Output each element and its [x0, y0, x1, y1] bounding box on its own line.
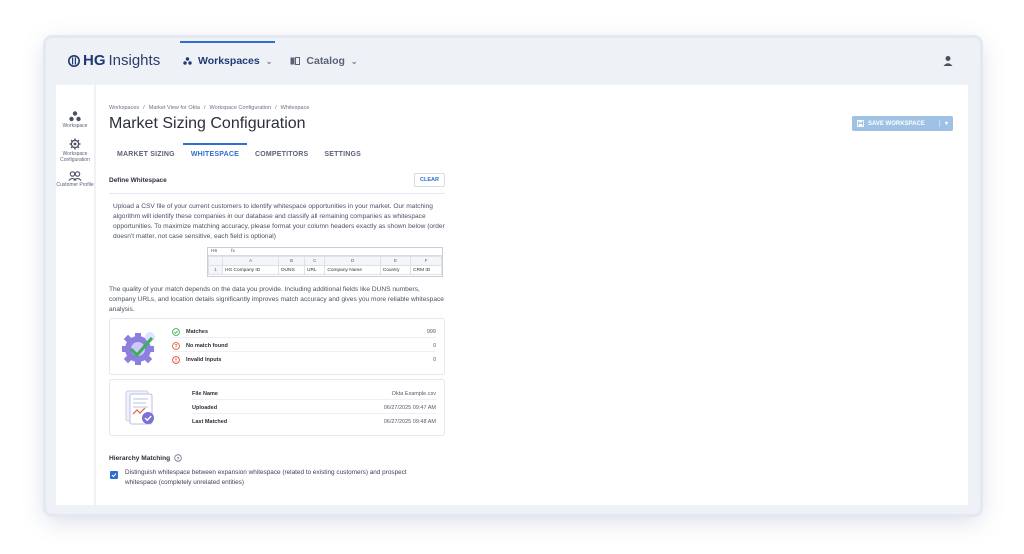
stat-value: 0 [432, 357, 436, 363]
question-circle-icon [172, 342, 186, 350]
breadcrumb-market-view[interactable]: Market View for Okta [148, 105, 200, 111]
fx-label: fx [231, 249, 235, 254]
formula-bar [208, 248, 442, 256]
hierarchy-checkbox-label[interactable]: Distinguish whitespace between expansion whitespace (related to existing customers) and prospect whitespace (completely unrelated entities) [125, 469, 407, 486]
hierarchy-title-text: Hierarchy Matching [109, 454, 171, 462]
config-tabs [109, 143, 369, 165]
gear-checkmark-illustration-icon [118, 325, 162, 369]
column-letter: E [380, 257, 410, 266]
file-row-uploaded [192, 402, 436, 414]
file-label: Last Matched [192, 419, 228, 425]
column-letter: F [411, 257, 442, 266]
page-title: Market Sizing Configuration [109, 115, 306, 132]
sidebar-item-label: Customer Profile [56, 182, 94, 189]
stat-label: No match found [186, 342, 228, 349]
alert-circle-icon [172, 356, 186, 364]
floppy-disk-icon [852, 120, 868, 127]
file-value: 06/27/2025 09:48 AM [383, 419, 436, 425]
svg-text:?: ? [174, 343, 178, 350]
user-icon[interactable] [942, 55, 954, 67]
divider [109, 193, 445, 194]
stat-value: 0 [432, 342, 436, 349]
file-row-last-matched [192, 416, 436, 428]
hierarchy-checkbox[interactable] [110, 471, 118, 479]
nav-catalog[interactable] [287, 38, 360, 84]
app-window [46, 38, 980, 514]
row-number: 1 [209, 266, 223, 275]
header-cell: Company Name [325, 266, 380, 275]
main-nav [180, 38, 373, 84]
hierarchy-matching-title [109, 454, 182, 462]
chevron-down-icon: ⌄ [265, 56, 273, 66]
sidebar-item-customer-profile[interactable] [56, 171, 94, 189]
sidebar-item-workspace[interactable] [56, 111, 94, 130]
stat-label: Invalid Inputs [186, 357, 222, 363]
hg-logo-mark-icon [68, 55, 80, 67]
header-cell: HG Company ID [223, 266, 279, 275]
column-letter: D [325, 257, 380, 266]
tab-whitespace[interactable]: WHITESPACE [183, 143, 247, 164]
breadcrumb: Workspaces / Market View for Okta / Workspace Configuration / Whitespace [109, 105, 310, 111]
column-letter: A [223, 257, 279, 266]
top-navigation-bar [46, 38, 980, 84]
caret-down-icon[interactable]: ▾ [939, 120, 953, 127]
sidebar-item-label: Workspace [62, 123, 88, 129]
stat-row-no-match [172, 340, 436, 352]
file-row-name [192, 388, 436, 400]
column-letter: B [279, 257, 305, 266]
header-cell: CRM ID [411, 266, 442, 275]
sidebar-item-label: Workspace Configuration [60, 150, 90, 163]
workspaces-icon [183, 57, 192, 65]
stat-label: Matches [186, 328, 209, 335]
people-icon [68, 171, 82, 181]
document-checkmark-illustration-icon [118, 386, 162, 430]
check-circle-icon [172, 328, 186, 336]
logo-hg-text: HG [83, 52, 106, 69]
help-circle-icon[interactable] [174, 454, 182, 462]
main-content [96, 85, 968, 505]
save-workspace-label: SAVE WORKSPACE [868, 120, 925, 127]
logo-insights-text: Insights [108, 52, 161, 69]
tab-competitors[interactable]: COMPETITORS [254, 151, 309, 158]
file-info-card [109, 379, 445, 436]
stat-row-invalid [172, 354, 436, 366]
file-value: Okta Example.csv [391, 390, 436, 397]
clear-button[interactable]: CLEAR [414, 173, 445, 187]
gear-icon [69, 138, 81, 150]
header-cell: DUNS [279, 266, 305, 275]
file-label: Uploaded [192, 404, 218, 411]
corner-cell [209, 257, 223, 266]
hg-insights-logo[interactable] [68, 52, 160, 69]
stat-row-matches [172, 326, 436, 338]
svg-text:?: ? [176, 456, 180, 462]
nav-workspaces[interactable] [180, 38, 275, 84]
nav-catalog-label: Catalog [306, 55, 345, 67]
breadcrumb-workspaces[interactable]: Workspaces [109, 105, 140, 111]
catalog-icon [290, 57, 300, 65]
breadcrumb-workspace-configuration[interactable]: Workspace Configuration [209, 105, 272, 111]
cell-reference: H6 [211, 249, 218, 254]
file-value: 06/27/2025 09:47 AM [383, 404, 436, 411]
tab-settings[interactable]: SETTINGS [324, 151, 362, 158]
spreadsheet-table [208, 256, 442, 275]
header-cell: Country [380, 266, 410, 275]
chevron-down-icon: ⌄ [350, 56, 358, 66]
column-letter: C [305, 257, 325, 266]
match-results-card [109, 318, 445, 375]
save-workspace-button[interactable] [852, 116, 953, 131]
header-row [209, 266, 442, 275]
stat-value: 999 [426, 328, 436, 335]
file-label: File Name [192, 390, 218, 397]
define-whitespace-title: Define Whitespace [109, 177, 167, 184]
quality-note: The quality of your match depends on the data you provide. Including additional fields like DUNS numbers, company URLs, and location details significantly improves match accuracy and gives you more reliable whitespace analysis. [109, 286, 444, 313]
tab-market-sizing[interactable]: MARKET SIZING [117, 151, 175, 158]
nav-workspaces-label: Workspaces [198, 55, 260, 67]
sidebar-item-workspace-configuration[interactable] [56, 138, 94, 164]
spreadsheet-example [207, 247, 443, 277]
left-sidebar [56, 85, 94, 505]
header-cell: URL [305, 266, 325, 275]
workspace-icon [69, 111, 81, 122]
checkmark-icon [111, 472, 117, 478]
upload-description: Upload a CSV file of your current customers to identify whitespace opportunities in your market. Our matching algorithm will identify these companies in our database and classify all remaining companies as whitespace opportunities. To maximize matching accuracy, please format your column headers exactly as shown below (order doesn't matter, not case sensitive, each field is optional) [113, 203, 445, 240]
breadcrumb-whitespace: Whitespace [280, 105, 310, 111]
column-letter-row [209, 257, 442, 266]
